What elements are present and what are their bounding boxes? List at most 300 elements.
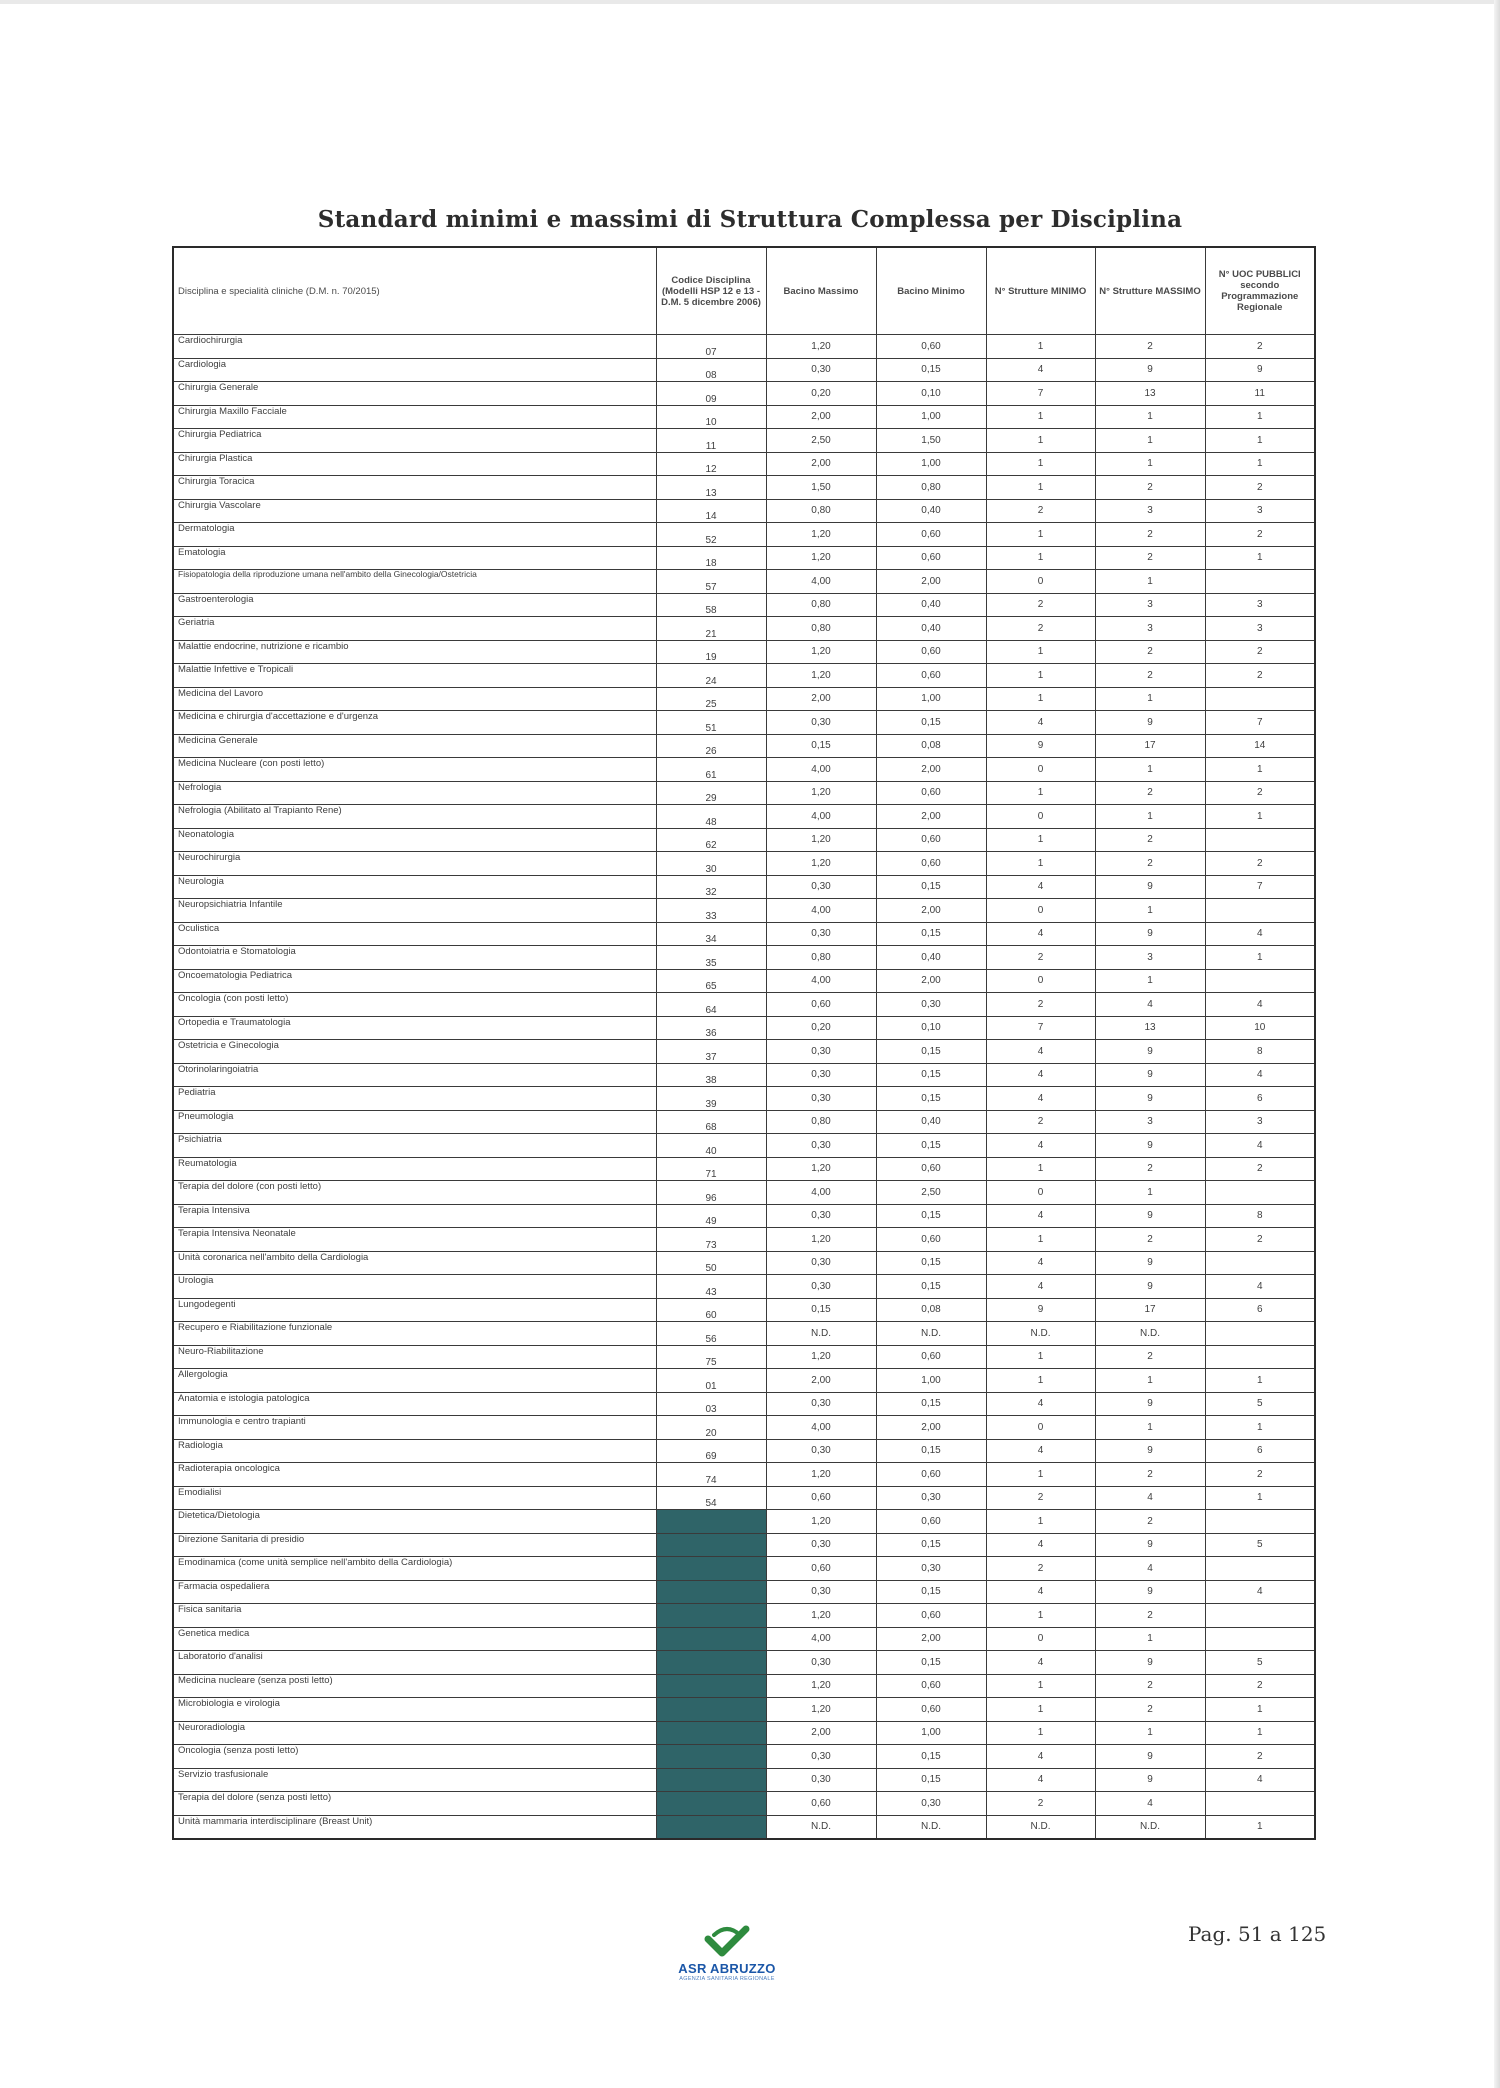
bacino-massimo-cell: 0,30 xyxy=(766,922,876,946)
bacino-massimo-cell: 1,20 xyxy=(766,335,876,359)
codice-cell xyxy=(656,1674,766,1698)
table-header xyxy=(173,247,1315,335)
strutture-massimo-cell: 9 xyxy=(1095,1439,1205,1463)
bacino-massimo-cell: 1,20 xyxy=(766,828,876,852)
disciplina-cell: Medicina nucleare (senza posti letto) xyxy=(173,1674,656,1698)
bacino-massimo-cell: 1,20 xyxy=(766,1674,876,1698)
uoc-pubblici-cell: 2 xyxy=(1205,1228,1315,1252)
bacino-minimo-cell: 1,00 xyxy=(876,687,986,711)
codice-cell: 30 xyxy=(656,852,766,876)
column-header-strutture-minimo: N° Strutture MINIMO xyxy=(986,247,1095,335)
strutture-massimo-cell: 4 xyxy=(1095,1557,1205,1581)
document-title: Standard minimi e massimi di Struttura Complessa per Disciplina xyxy=(317,206,1183,233)
uoc-pubblici-cell: 1 xyxy=(1205,429,1315,453)
bacino-minimo-cell: 2,00 xyxy=(876,758,986,782)
bacino-massimo-cell: 0,80 xyxy=(766,946,876,970)
bacino-minimo-cell: 0,30 xyxy=(876,993,986,1017)
uoc-pubblici-cell: 1 xyxy=(1205,1721,1315,1745)
bacino-minimo-cell: N.D. xyxy=(876,1322,986,1346)
bacino-minimo-cell: 0,15 xyxy=(876,1063,986,1087)
strutture-minimo-cell: 1 xyxy=(986,1463,1095,1487)
uoc-pubblici-cell: 10 xyxy=(1205,1016,1315,1040)
codice-cell: 62 xyxy=(656,828,766,852)
uoc-pubblici-cell: 4 xyxy=(1205,1768,1315,1792)
strutture-massimo-cell: 9 xyxy=(1095,1768,1205,1792)
disciplina-cell: Nefrologia (Abilitato al Trapianto Rene) xyxy=(173,805,656,829)
column-header-codice: Codice Disciplina (Modelli HSP 12 e 13 - D.M. 5 dicembre 2006) xyxy=(656,247,766,335)
table-row xyxy=(173,1674,1315,1698)
strutture-minimo-cell: 1 xyxy=(986,335,1095,359)
strutture-minimo-cell: 4 xyxy=(986,1651,1095,1675)
bacino-minimo-cell: 0,15 xyxy=(876,1651,986,1675)
uoc-pubblici-cell: 8 xyxy=(1205,1204,1315,1228)
bacino-massimo-cell: 0,30 xyxy=(766,711,876,735)
strutture-massimo-cell: 9 xyxy=(1095,1392,1205,1416)
strutture-minimo-cell: 4 xyxy=(986,1580,1095,1604)
uoc-pubblici-cell: 1 xyxy=(1205,805,1315,829)
strutture-minimo-cell: 1 xyxy=(986,429,1095,453)
bacino-massimo-cell: 0,30 xyxy=(766,1251,876,1275)
strutture-minimo-cell: 4 xyxy=(986,358,1095,382)
strutture-massimo-cell: 2 xyxy=(1095,828,1205,852)
table-row xyxy=(173,1134,1315,1158)
strutture-massimo-cell: 2 xyxy=(1095,476,1205,500)
uoc-pubblici-cell: 1 xyxy=(1205,452,1315,476)
disciplina-cell: Unità mammaria interdisciplinare (Breast Unit) xyxy=(173,1815,656,1839)
disciplina-cell: Fisiopatologia della riproduzione umana nell'ambito della Ginecologia/Ostetricia xyxy=(173,570,656,594)
table-row xyxy=(173,1815,1315,1839)
strutture-massimo-cell: 2 xyxy=(1095,664,1205,688)
disciplina-cell: Urologia xyxy=(173,1275,656,1299)
strutture-minimo-cell: 4 xyxy=(986,1063,1095,1087)
codice-cell: 18 xyxy=(656,546,766,570)
strutture-minimo-cell: 2 xyxy=(986,499,1095,523)
strutture-minimo-cell: 2 xyxy=(986,1557,1095,1581)
uoc-pubblici-cell: 1 xyxy=(1205,1698,1315,1722)
disciplina-cell: Unità coronarica nell'ambito della Cardiologia xyxy=(173,1251,656,1275)
table-row xyxy=(173,1768,1315,1792)
strutture-massimo-cell: 9 xyxy=(1095,1134,1205,1158)
table-row xyxy=(173,1322,1315,1346)
table-row xyxy=(173,1486,1315,1510)
codice-cell: 11 xyxy=(656,429,766,453)
table-row xyxy=(173,1204,1315,1228)
bacino-massimo-cell: 0,60 xyxy=(766,1792,876,1816)
table-row xyxy=(173,969,1315,993)
strutture-massimo-cell: 2 xyxy=(1095,335,1205,359)
bacino-minimo-cell: 0,40 xyxy=(876,946,986,970)
bacino-minimo-cell: 0,40 xyxy=(876,593,986,617)
disciplina-cell: Odontoiatria e Stomatologia xyxy=(173,946,656,970)
strutture-minimo-cell: 7 xyxy=(986,382,1095,406)
bacino-minimo-cell: 0,60 xyxy=(876,1157,986,1181)
table-row xyxy=(173,1369,1315,1393)
strutture-massimo-cell: 9 xyxy=(1095,1087,1205,1111)
disciplina-cell: Terapia Intensiva Neonatale xyxy=(173,1228,656,1252)
table-row xyxy=(173,1040,1315,1064)
strutture-massimo-cell: 1 xyxy=(1095,1181,1205,1205)
strutture-minimo-cell: 4 xyxy=(986,875,1095,899)
strutture-massimo-cell: 9 xyxy=(1095,358,1205,382)
disciplina-cell: Pediatria xyxy=(173,1087,656,1111)
uoc-pubblici-cell xyxy=(1205,828,1315,852)
strutture-minimo-cell: 4 xyxy=(986,1745,1095,1769)
codice-cell: 34 xyxy=(656,922,766,946)
bacino-massimo-cell: 1,20 xyxy=(766,1345,876,1369)
bacino-massimo-cell: 0,80 xyxy=(766,499,876,523)
disciplina-cell: Neurologia xyxy=(173,875,656,899)
uoc-pubblici-cell: 1 xyxy=(1205,946,1315,970)
bacino-massimo-cell: 2,00 xyxy=(766,405,876,429)
strutture-minimo-cell: 1 xyxy=(986,452,1095,476)
codice-cell: 73 xyxy=(656,1228,766,1252)
strutture-minimo-cell: 2 xyxy=(986,946,1095,970)
uoc-pubblici-cell: 6 xyxy=(1205,1298,1315,1322)
table-row xyxy=(173,805,1315,829)
disciplina-cell: Psichiatria xyxy=(173,1134,656,1158)
strutture-minimo-cell: 0 xyxy=(986,805,1095,829)
bacino-minimo-cell: 0,08 xyxy=(876,734,986,758)
table-row xyxy=(173,1016,1315,1040)
bacino-massimo-cell: 2,00 xyxy=(766,452,876,476)
codice-cell: 50 xyxy=(656,1251,766,1275)
codice-cell xyxy=(656,1792,766,1816)
codice-cell xyxy=(656,1604,766,1628)
disciplina-cell: Pneumologia xyxy=(173,1110,656,1134)
strutture-massimo-cell: 1 xyxy=(1095,1721,1205,1745)
uoc-pubblici-cell: 5 xyxy=(1205,1651,1315,1675)
uoc-pubblici-cell: 1 xyxy=(1205,1369,1315,1393)
bacino-minimo-cell: 0,60 xyxy=(876,781,986,805)
bacino-massimo-cell: 4,00 xyxy=(766,969,876,993)
codice-cell: 37 xyxy=(656,1040,766,1064)
table-row xyxy=(173,1251,1315,1275)
uoc-pubblici-cell: 3 xyxy=(1205,617,1315,641)
bacino-massimo-cell: 1,20 xyxy=(766,1228,876,1252)
uoc-pubblici-cell: 2 xyxy=(1205,523,1315,547)
strutture-massimo-cell: 4 xyxy=(1095,1792,1205,1816)
bacino-minimo-cell: 0,60 xyxy=(876,523,986,547)
uoc-pubblici-cell xyxy=(1205,1627,1315,1651)
strutture-massimo-cell: 2 xyxy=(1095,523,1205,547)
bacino-minimo-cell: 0,40 xyxy=(876,1110,986,1134)
table-row xyxy=(173,734,1315,758)
disciplina-cell: Dermatologia xyxy=(173,523,656,547)
strutture-massimo-cell: 2 xyxy=(1095,781,1205,805)
codice-cell: 38 xyxy=(656,1063,766,1087)
uoc-pubblici-cell xyxy=(1205,1322,1315,1346)
bacino-massimo-cell: 0,30 xyxy=(766,1768,876,1792)
bacino-minimo-cell: 1,00 xyxy=(876,452,986,476)
bacino-massimo-cell: 1,20 xyxy=(766,852,876,876)
strutture-massimo-cell: 1 xyxy=(1095,570,1205,594)
bacino-minimo-cell: 0,60 xyxy=(876,1698,986,1722)
page-right-edge xyxy=(1494,0,1500,2088)
disciplina-cell: Neurochirurgia xyxy=(173,852,656,876)
strutture-massimo-cell: 4 xyxy=(1095,993,1205,1017)
disciplina-cell: Ostetricia e Ginecologia xyxy=(173,1040,656,1064)
bacino-massimo-cell: N.D. xyxy=(766,1322,876,1346)
codice-cell: 08 xyxy=(656,358,766,382)
bacino-massimo-cell: 4,00 xyxy=(766,1416,876,1440)
table-row xyxy=(173,1627,1315,1651)
codice-cell: 54 xyxy=(656,1486,766,1510)
uoc-pubblici-cell: 5 xyxy=(1205,1533,1315,1557)
codice-cell: 48 xyxy=(656,805,766,829)
table-row xyxy=(173,1721,1315,1745)
uoc-pubblici-cell: 4 xyxy=(1205,1134,1315,1158)
strutture-minimo-cell: N.D. xyxy=(986,1815,1095,1839)
strutture-massimo-cell: 9 xyxy=(1095,1580,1205,1604)
uoc-pubblici-cell: 11 xyxy=(1205,382,1315,406)
bacino-massimo-cell: 0,30 xyxy=(766,1040,876,1064)
uoc-pubblici-cell xyxy=(1205,687,1315,711)
strutture-massimo-cell: 2 xyxy=(1095,640,1205,664)
bacino-minimo-cell: N.D. xyxy=(876,1815,986,1839)
disciplina-cell: Immunologia e centro trapianti xyxy=(173,1416,656,1440)
table-row xyxy=(173,1792,1315,1816)
disciplina-cell: Anatomia e istologia patologica xyxy=(173,1392,656,1416)
strutture-massimo-cell: 1 xyxy=(1095,1627,1205,1651)
codice-cell: 68 xyxy=(656,1110,766,1134)
codice-cell: 13 xyxy=(656,476,766,500)
strutture-minimo-cell: 1 xyxy=(986,781,1095,805)
strutture-massimo-cell: 1 xyxy=(1095,452,1205,476)
strutture-massimo-cell: 3 xyxy=(1095,593,1205,617)
bacino-minimo-cell: 0,80 xyxy=(876,476,986,500)
strutture-minimo-cell: 1 xyxy=(986,1157,1095,1181)
codice-cell: 35 xyxy=(656,946,766,970)
table-body xyxy=(173,335,1315,1840)
strutture-massimo-cell: 1 xyxy=(1095,405,1205,429)
codice-cell xyxy=(656,1510,766,1534)
table-row xyxy=(173,664,1315,688)
codice-cell: 33 xyxy=(656,899,766,923)
bacino-minimo-cell: 0,15 xyxy=(876,1745,986,1769)
strutture-massimo-cell: 9 xyxy=(1095,1204,1205,1228)
checkmark-logo-icon xyxy=(704,1925,750,1959)
column-header-strutture-massimo: N° Strutture MASSIMO xyxy=(1095,247,1205,335)
strutture-massimo-cell: 2 xyxy=(1095,1698,1205,1722)
bacino-minimo-cell: 0,60 xyxy=(876,1674,986,1698)
codice-cell: 74 xyxy=(656,1463,766,1487)
bacino-minimo-cell: 2,00 xyxy=(876,1416,986,1440)
disciplina-cell: Medicina e chirurgia d'accettazione e d'urgenza xyxy=(173,711,656,735)
strutture-massimo-cell: 3 xyxy=(1095,946,1205,970)
disciplina-cell: Medicina del Lavoro xyxy=(173,687,656,711)
bacino-minimo-cell: 0,15 xyxy=(876,1439,986,1463)
strutture-massimo-cell: 1 xyxy=(1095,758,1205,782)
codice-cell: 32 xyxy=(656,875,766,899)
strutture-massimo-cell: 1 xyxy=(1095,805,1205,829)
disciplina-cell: Gastroenterologia xyxy=(173,593,656,617)
table-row xyxy=(173,570,1315,594)
uoc-pubblici-cell xyxy=(1205,1345,1315,1369)
bacino-massimo-cell: 1,20 xyxy=(766,523,876,547)
codice-cell: 52 xyxy=(656,523,766,547)
bacino-minimo-cell: 0,15 xyxy=(876,1204,986,1228)
table-row xyxy=(173,382,1315,406)
table-row xyxy=(173,1275,1315,1299)
bacino-massimo-cell: 0,20 xyxy=(766,382,876,406)
codice-cell: 20 xyxy=(656,1416,766,1440)
codice-cell: 57 xyxy=(656,570,766,594)
strutture-massimo-cell: 9 xyxy=(1095,922,1205,946)
codice-cell: 01 xyxy=(656,1369,766,1393)
bacino-massimo-cell: 1,20 xyxy=(766,781,876,805)
disciplina-cell: Genetica medica xyxy=(173,1627,656,1651)
table-row xyxy=(173,405,1315,429)
bacino-massimo-cell: 0,30 xyxy=(766,1087,876,1111)
codice-cell: 58 xyxy=(656,593,766,617)
strutture-minimo-cell: N.D. xyxy=(986,1322,1095,1346)
strutture-minimo-cell: 4 xyxy=(986,1392,1095,1416)
codice-cell: 10 xyxy=(656,405,766,429)
disciplina-cell: Malattie endocrine, nutrizione e ricambio xyxy=(173,640,656,664)
uoc-pubblici-cell: 1 xyxy=(1205,546,1315,570)
disciplina-cell: Emodinamica (come unità semplice nell'ambito della Cardiologia) xyxy=(173,1557,656,1581)
bacino-massimo-cell: 4,00 xyxy=(766,570,876,594)
strutture-minimo-cell: 4 xyxy=(986,1275,1095,1299)
codice-cell: 69 xyxy=(656,1439,766,1463)
disciplina-cell: Servizio trasfusionale xyxy=(173,1768,656,1792)
table-row xyxy=(173,758,1315,782)
strutture-minimo-cell: 1 xyxy=(986,664,1095,688)
codice-cell: 03 xyxy=(656,1392,766,1416)
strutture-minimo-cell: 7 xyxy=(986,1016,1095,1040)
bacino-minimo-cell: 1,00 xyxy=(876,1369,986,1393)
bacino-minimo-cell: 1,00 xyxy=(876,405,986,429)
bacino-massimo-cell: 0,30 xyxy=(766,875,876,899)
strutture-massimo-cell: 9 xyxy=(1095,1651,1205,1675)
bacino-massimo-cell: 0,15 xyxy=(766,734,876,758)
uoc-pubblici-cell: 1 xyxy=(1205,1815,1315,1839)
bacino-minimo-cell: 0,60 xyxy=(876,640,986,664)
bacino-massimo-cell: 4,00 xyxy=(766,899,876,923)
strutture-massimo-cell: 2 xyxy=(1095,1674,1205,1698)
bacino-minimo-cell: 0,40 xyxy=(876,617,986,641)
codice-cell xyxy=(656,1721,766,1745)
uoc-pubblici-cell: 2 xyxy=(1205,1463,1315,1487)
bacino-minimo-cell: 2,00 xyxy=(876,805,986,829)
bacino-minimo-cell: 2,00 xyxy=(876,570,986,594)
codice-cell: 71 xyxy=(656,1157,766,1181)
strutture-minimo-cell: 4 xyxy=(986,1251,1095,1275)
uoc-pubblici-cell: 6 xyxy=(1205,1087,1315,1111)
strutture-minimo-cell: 1 xyxy=(986,476,1095,500)
bacino-minimo-cell: 0,15 xyxy=(876,1392,986,1416)
codice-cell: 96 xyxy=(656,1181,766,1205)
strutture-minimo-cell: 2 xyxy=(986,593,1095,617)
uoc-pubblici-cell: 1 xyxy=(1205,758,1315,782)
table-row xyxy=(173,1580,1315,1604)
table-row xyxy=(173,687,1315,711)
bacino-minimo-cell: 0,15 xyxy=(876,1134,986,1158)
uoc-pubblici-cell: 3 xyxy=(1205,1110,1315,1134)
codice-cell: 61 xyxy=(656,758,766,782)
bacino-massimo-cell: 0,30 xyxy=(766,358,876,382)
disciplina-cell: Nefrologia xyxy=(173,781,656,805)
codice-cell xyxy=(656,1533,766,1557)
table-row xyxy=(173,1063,1315,1087)
bacino-minimo-cell: 0,15 xyxy=(876,922,986,946)
codice-cell: 25 xyxy=(656,687,766,711)
table-row xyxy=(173,1439,1315,1463)
codice-cell: 51 xyxy=(656,711,766,735)
strutture-minimo-cell: 0 xyxy=(986,1627,1095,1651)
strutture-minimo-cell: 4 xyxy=(986,922,1095,946)
column-header-uoc-pubblici: N° UOC PUBBLICI secondo Programmazione Regionale xyxy=(1205,247,1315,335)
strutture-minimo-cell: 4 xyxy=(986,1533,1095,1557)
strutture-massimo-cell: 2 xyxy=(1095,1228,1205,1252)
disciplina-cell: Oculistica xyxy=(173,922,656,946)
bacino-minimo-cell: 2,00 xyxy=(876,899,986,923)
table-row xyxy=(173,1298,1315,1322)
uoc-pubblici-cell xyxy=(1205,899,1315,923)
bacino-minimo-cell: 1,00 xyxy=(876,1721,986,1745)
strutture-massimo-cell: 9 xyxy=(1095,1040,1205,1064)
table-row xyxy=(173,899,1315,923)
bacino-minimo-cell: 0,60 xyxy=(876,1228,986,1252)
strutture-massimo-cell: 2 xyxy=(1095,1604,1205,1628)
uoc-pubblici-cell: 2 xyxy=(1205,781,1315,805)
disciplina-cell: Geriatria xyxy=(173,617,656,641)
disciplina-cell: Chirurgia Plastica xyxy=(173,452,656,476)
strutture-massimo-cell: 9 xyxy=(1095,1251,1205,1275)
table-row xyxy=(173,523,1315,547)
uoc-pubblici-cell xyxy=(1205,1604,1315,1628)
disciplines-table xyxy=(172,246,1316,1840)
strutture-massimo-cell: 9 xyxy=(1095,1745,1205,1769)
bacino-massimo-cell: 1,20 xyxy=(766,1463,876,1487)
codice-cell xyxy=(656,1768,766,1792)
uoc-pubblici-cell: 9 xyxy=(1205,358,1315,382)
logo-name: ASR ABRUZZO xyxy=(678,1961,776,1976)
strutture-minimo-cell: 2 xyxy=(986,1792,1095,1816)
bacino-massimo-cell: 1,20 xyxy=(766,546,876,570)
codice-cell xyxy=(656,1557,766,1581)
uoc-pubblici-cell: 2 xyxy=(1205,640,1315,664)
strutture-massimo-cell: N.D. xyxy=(1095,1322,1205,1346)
strutture-minimo-cell: 1 xyxy=(986,687,1095,711)
bacino-minimo-cell: 1,50 xyxy=(876,429,986,453)
strutture-minimo-cell: 4 xyxy=(986,1134,1095,1158)
disciplina-cell: Ortopedia e Traumatologia xyxy=(173,1016,656,1040)
column-header-disciplina: Disciplina e specialità cliniche (D.M. n. 70/2015) xyxy=(173,247,656,335)
table-row xyxy=(173,1181,1315,1205)
strutture-massimo-cell: 13 xyxy=(1095,382,1205,406)
bacino-minimo-cell: 0,15 xyxy=(876,1533,986,1557)
strutture-minimo-cell: 0 xyxy=(986,1416,1095,1440)
bacino-minimo-cell: 0,15 xyxy=(876,1087,986,1111)
table-row xyxy=(173,1463,1315,1487)
bacino-massimo-cell: 4,00 xyxy=(766,1627,876,1651)
table-row xyxy=(173,1557,1315,1581)
strutture-minimo-cell: 1 xyxy=(986,852,1095,876)
strutture-minimo-cell: 1 xyxy=(986,405,1095,429)
table-row xyxy=(173,946,1315,970)
uoc-pubblici-cell xyxy=(1205,1251,1315,1275)
bacino-massimo-cell: N.D. xyxy=(766,1815,876,1839)
codice-cell: 64 xyxy=(656,993,766,1017)
bacino-massimo-cell: 0,30 xyxy=(766,1275,876,1299)
codice-cell xyxy=(656,1651,766,1675)
codice-cell: 12 xyxy=(656,452,766,476)
disciplina-cell: Allergologia xyxy=(173,1369,656,1393)
bacino-massimo-cell: 0,60 xyxy=(766,1557,876,1581)
strutture-minimo-cell: 4 xyxy=(986,1087,1095,1111)
table-row xyxy=(173,711,1315,735)
